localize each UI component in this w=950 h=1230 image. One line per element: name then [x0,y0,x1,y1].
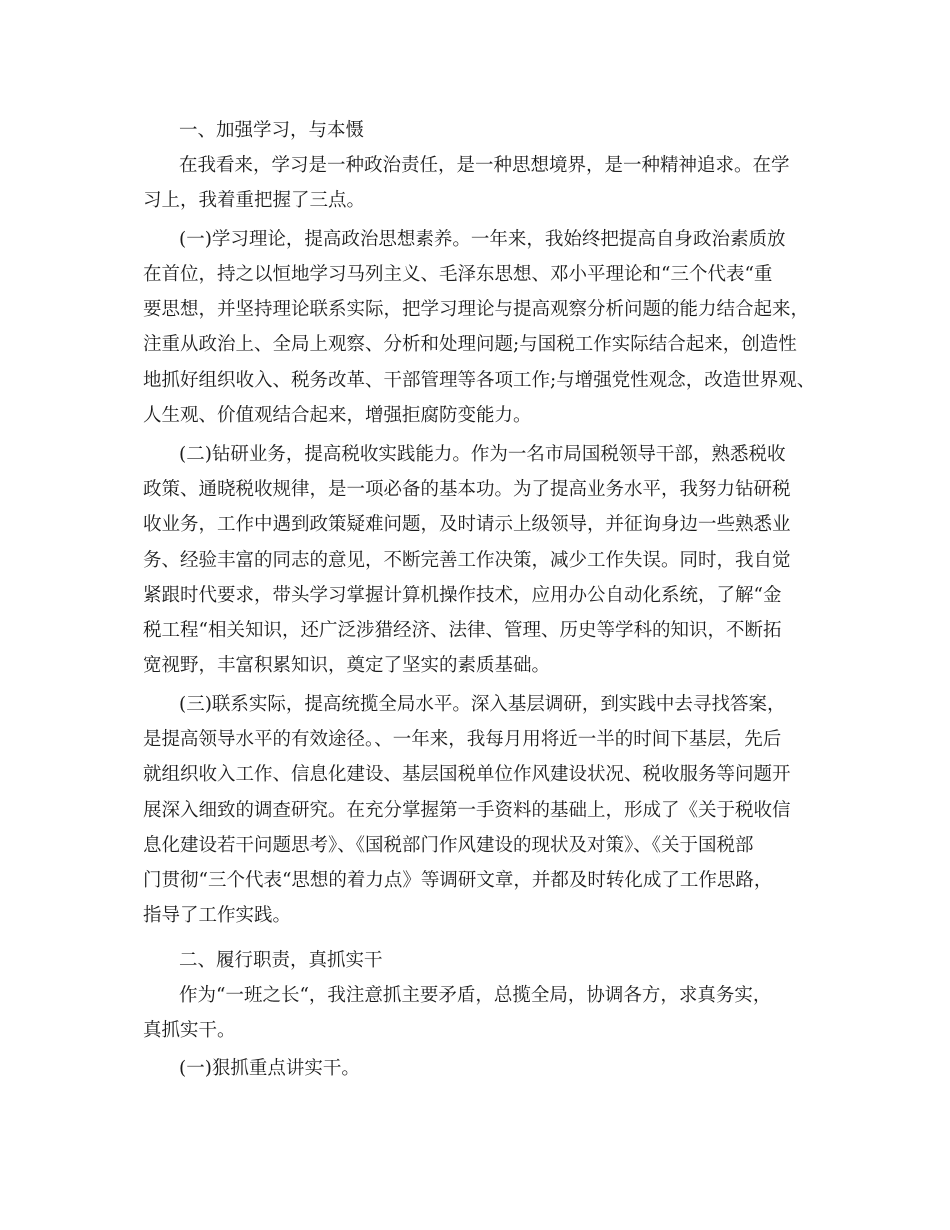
paragraph-line: 习上，我着重把握了三点。 [143,190,366,211]
section-heading: 二、履行职责，真抓实干 [179,950,383,971]
subsection-line: (三)联系实际，提高统揽全局水平。深入基层调研，到实践中去寻找答案， [179,694,786,715]
paragraph-line: 税工程“相关知识，还广泛涉猎经济、法律、管理、历史等学科的知识，不断拓 [143,620,782,641]
paragraph-line: 作为“一班之长“，我注意抓主要矛盾，总揽全局，协调各方，求真务实， [179,985,772,1006]
paragraph-line: 展深入细致的调查研究。在充分掌握第一手资料的基础上，形成了《关于税收信 [143,800,791,821]
paragraph-line: 指导了工作实践。 [143,905,292,926]
subsection-line: (一)学习理论，提高政治思想素养。一年来，我始终把提高自身政治素质放 [179,229,786,250]
paragraph-line: 地抓好组织收入、税务改革、干部管理等各项工作;与增强党性观念，改造世界观、 [143,370,816,391]
paragraph-line: 是提高领导水平的有效途径。、一年来，我每月用将近一半的时间下基层，先后 [143,729,782,750]
paragraph-line: 门贯彻“三个代表“思想的着力点》等调研文章，并都及时转化成了工作思路， [143,870,773,891]
subsection-line: (二)钻研业务，提高税收实践能力。作为一名市局国税领导干部，熟悉税收 [179,444,786,465]
paragraph-line: 就组织收入工作、信息化建设、基层国税单位作风建设状况、税收服务等问题开 [143,764,791,785]
paragraph-line: 要思想，并坚持理论联系实际，把学习理论与提高观察分析问题的能力结合起来， [143,299,810,320]
paragraph-line: 宽视野，丰富积累知识，奠定了坚实的素质基础。 [143,655,551,676]
paragraph-line: 在我看来，学习是一种政治责任，是一种思想境界，是一种精神追求。在学 [179,155,790,176]
paragraph-line: 人生观、价值观结合起来，增强拒腐防变能力。 [143,405,532,426]
section-heading: 一、加强学习，与本慑 [179,120,365,141]
subsection-line: (一)狠抓重点讲实干。 [179,1058,360,1079]
paragraph-line: 务、经验丰富的同志的意见，不断完善工作决策，减少工作失误。同时，我自觉 [143,550,791,571]
paragraph-line: 注重从政治上、全局上观察、分析和处理问题;与国税工作实际结合起来，创造性 [143,334,797,355]
paragraph-line: 在首位，持之以恒地学习马列主义、毛泽东思想、邓小平理论和“三个代表“重 [143,264,773,285]
paragraph-line: 政策、通晓税收规律，是一项必备的基本功。为了提高业务水平，我努力钻研税 [143,479,791,500]
paragraph-line: 真抓实干。 [143,1020,236,1041]
paragraph-line: 收业务，工作中遇到政策疑难问题，及时请示上级领导，并征询身边一些熟悉业 [143,514,791,535]
paragraph-line: 息化建设若干问题思考》、《国税部门作风建设的现状及对策》、《关于国税部 [143,835,754,856]
paragraph-line: 紧跟时代要求，带头学习掌握计算机操作技术，应用办公自动化系统，了解“金 [143,585,782,606]
